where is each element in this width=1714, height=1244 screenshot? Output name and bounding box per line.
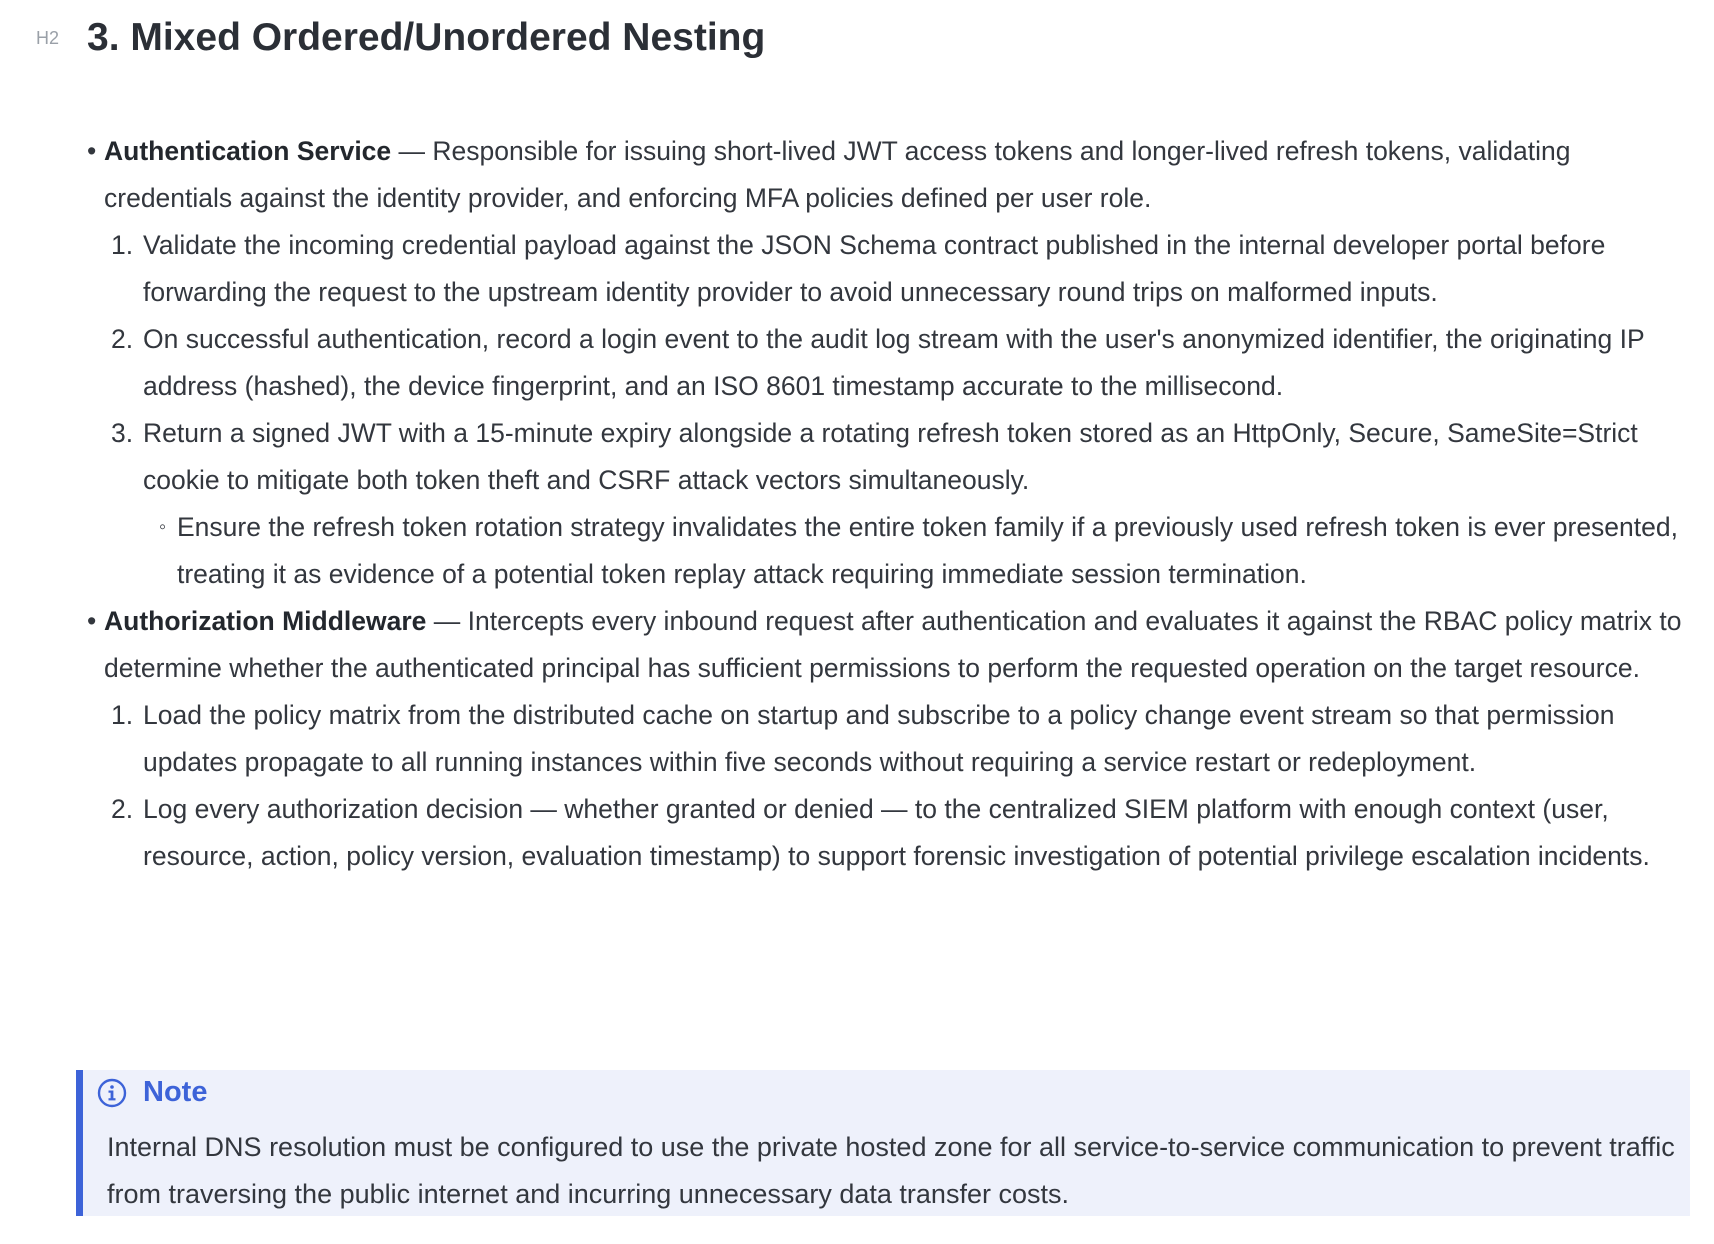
list-item-text: — Responsible for issuing short-lived JWT access tokens and longer-lived refresh tokens, validating credentials against the identity provider, and enforcing MFA policies defined per user role. — [104, 136, 1571, 213]
ordered-list-item — [111, 316, 1687, 410]
ordered-item-text: On successful authentication, record a login event to the audit log stream with the user's anonymized identifier, the originating IP address (hashed), the device fingerprint, and an ISO 8601 timestamp accurate to the millisecond. — [143, 324, 1645, 401]
ordered-list-item — [111, 222, 1687, 316]
section-heading — [36, 16, 765, 60]
ordered-item-text: Log every authorization decision — whether granted or denied — to the centralized SIEM platform with enough context (user, resource, action, policy version, evaluation timestamp) to support forensic investigation of potential privilege escalation incidents. — [143, 794, 1650, 871]
ordered-item-text: Validate the incoming credential payload against the JSON Schema contract published in the internal developer portal before forwarding the request to the upstream identity provider to avoid unnecessary round trips on malformed inputs. — [143, 230, 1606, 307]
ordered-number: 1. — [111, 700, 134, 730]
bullet-marker: • — [87, 136, 97, 166]
ordered-number: 2. — [111, 794, 134, 824]
heading-level-tag: H2 — [36, 28, 60, 48]
list-item-text: — Intercepts every inbound request after authentication and evaluates it against the RBAC policy matrix to determine whether the authenticated principal has sufficient permissions to perform the requested operation on the target resource. — [104, 606, 1682, 683]
ordered-item-text: Load the policy matrix from the distributed cache on startup and subscribe to a policy change event stream so that permission updates propagate to all running instances within five seconds without requiring a service restart or redeployment. — [143, 700, 1615, 777]
note-label: Note — [143, 1076, 208, 1108]
list-item-title: Authorization Middleware — [104, 606, 427, 636]
note-callout — [76, 1070, 1690, 1216]
ordered-number: 3. — [111, 418, 134, 448]
ordered-number: 2. — [111, 324, 134, 354]
list-item-body — [104, 128, 1687, 222]
note-header — [97, 1076, 207, 1109]
list-item-title: Authentication Service — [104, 136, 392, 166]
nested-list — [87, 128, 1687, 880]
ordered-list — [111, 222, 1687, 598]
note-text: Internal DNS resolution must be configured to use the private hosted zone for all service-to-service communication to prevent traffic from traversing the public internet and incurring unnecessary data transfer costs. — [107, 1132, 1675, 1209]
list-item-authentication-service — [87, 128, 1687, 222]
section-title: 3. Mixed Ordered/Unordered Nesting — [87, 16, 766, 59]
nested-sub-bullet — [159, 504, 1687, 598]
info-icon — [97, 1078, 127, 1108]
list-item-body — [104, 598, 1687, 692]
ordered-number: 1. — [111, 230, 134, 260]
sub-bullet-marker: ◦ — [159, 516, 167, 538]
bullet-marker: • — [87, 606, 97, 636]
ordered-list-item — [111, 692, 1687, 786]
ordered-list — [111, 692, 1687, 880]
ordered-list-item — [111, 786, 1687, 880]
list-item-authorization-middleware — [87, 598, 1687, 692]
sub-bullet-text: Ensure the refresh token rotation strategy invalidates the entire token family if a previously used refresh token is ever presented, treating it as evidence of a potential token replay attack requiring immediate session termination. — [177, 512, 1678, 589]
ordered-item-text: Return a signed JWT with a 15-minute expiry alongside a rotating refresh token stored as an HttpOnly, Secure, SameSite=Strict cookie to mitigate both token theft and CSRF attack vectors simultaneously. — [143, 418, 1638, 495]
ordered-list-item — [111, 410, 1687, 504]
